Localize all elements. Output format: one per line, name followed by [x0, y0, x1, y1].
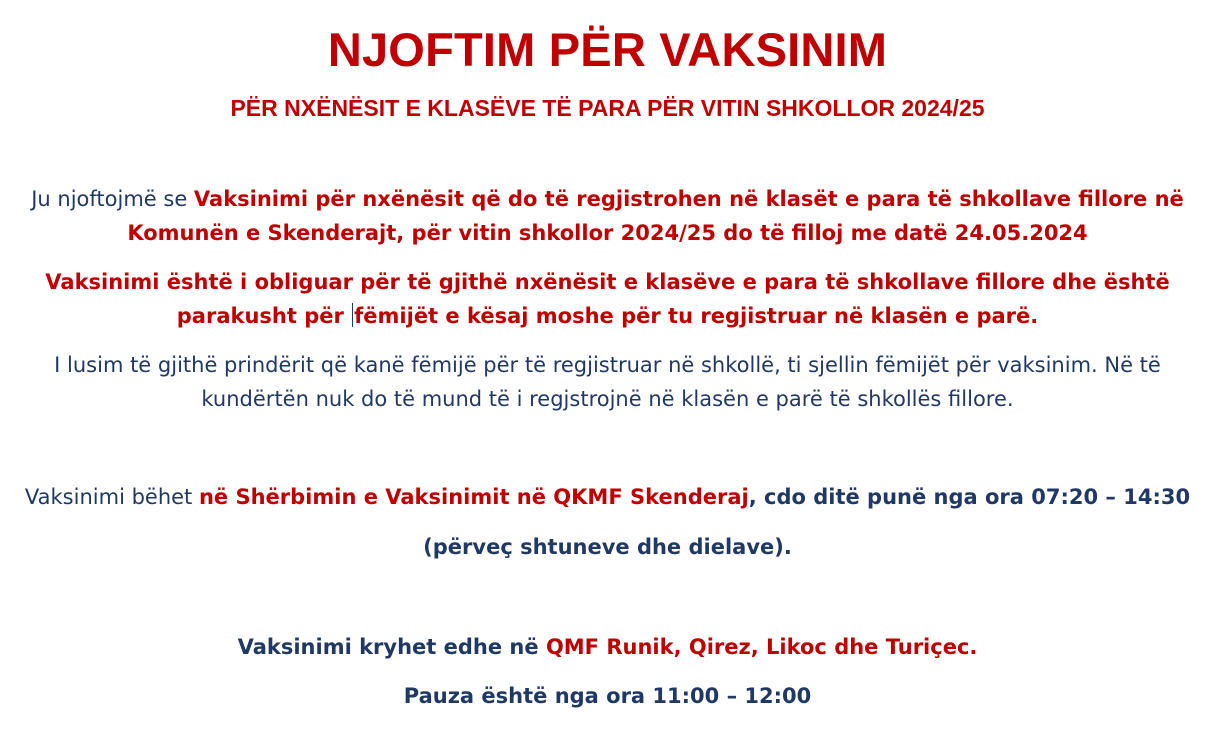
- obligation-line-2: [0, 299, 1215, 333]
- schedule-hours: , cdo ditë punë nga ora 07:20 – 14:30: [748, 485, 1191, 509]
- schedule-line: [0, 480, 1215, 514]
- notice-subtitle: PËR NXËNËSIT E KLASËVE TË PARA PËR VITIN SHKOLLOR 2024/25: [230, 95, 985, 121]
- paragraph-announcement-line-1: [0, 182, 1215, 216]
- request-line-2: kundërtën nuk do të mund të i regjstrojnë në klasën e parë të shkollës fillore.: [201, 387, 1014, 411]
- schedule-location: në Shërbimin e Vaksinimit në QKMF Skenderaj: [198, 485, 749, 509]
- pause-line: Pauza është nga ora 11:00 – 12:00: [403, 684, 812, 708]
- other-locations-list: QMF Runik, Qirez, Likoc dhe Turiçec.: [545, 635, 978, 659]
- request-line-1: I lusim të gjithë prindërit që kanë fëmijë për të regjistruar në shkollë, ti sjellin fëmijët për vaksinim. Në të: [54, 353, 1161, 377]
- obligation-part-a: parakusht për: [176, 304, 352, 328]
- announcement-prefix: Ju njoftojmë se: [31, 187, 194, 211]
- schedule-note: (përveç shtuneve dhe dielave).: [423, 535, 792, 559]
- text-cursor: [352, 303, 353, 327]
- announcement-bold-1: Vaksinimi për nxënësit që do të regjistrohen në klasët e para të shkollave fillore në: [193, 187, 1184, 211]
- other-locations-prefix: Vaksinimi kryhet edhe në: [237, 635, 546, 659]
- announcement-bold-2: Komunën e Skenderajt, për vitin shkollor 2024/25 do të filloj me datë 24.05.2024: [127, 221, 1088, 245]
- notice-title: NJOFTIM PËR VAKSINIM: [327, 23, 888, 76]
- obligation-part-b: fëmijët e kësaj moshe për tu regjistruar në klasën e parë.: [354, 304, 1039, 328]
- schedule-prefix: Vaksinimi bëhet: [24, 485, 199, 509]
- other-locations-line: [0, 630, 1215, 664]
- obligation-line-1: Vaksinimi është i obliguar për të gjithë nxënësit e klasëve e para të shkollave fillore dhe është: [45, 270, 1170, 294]
